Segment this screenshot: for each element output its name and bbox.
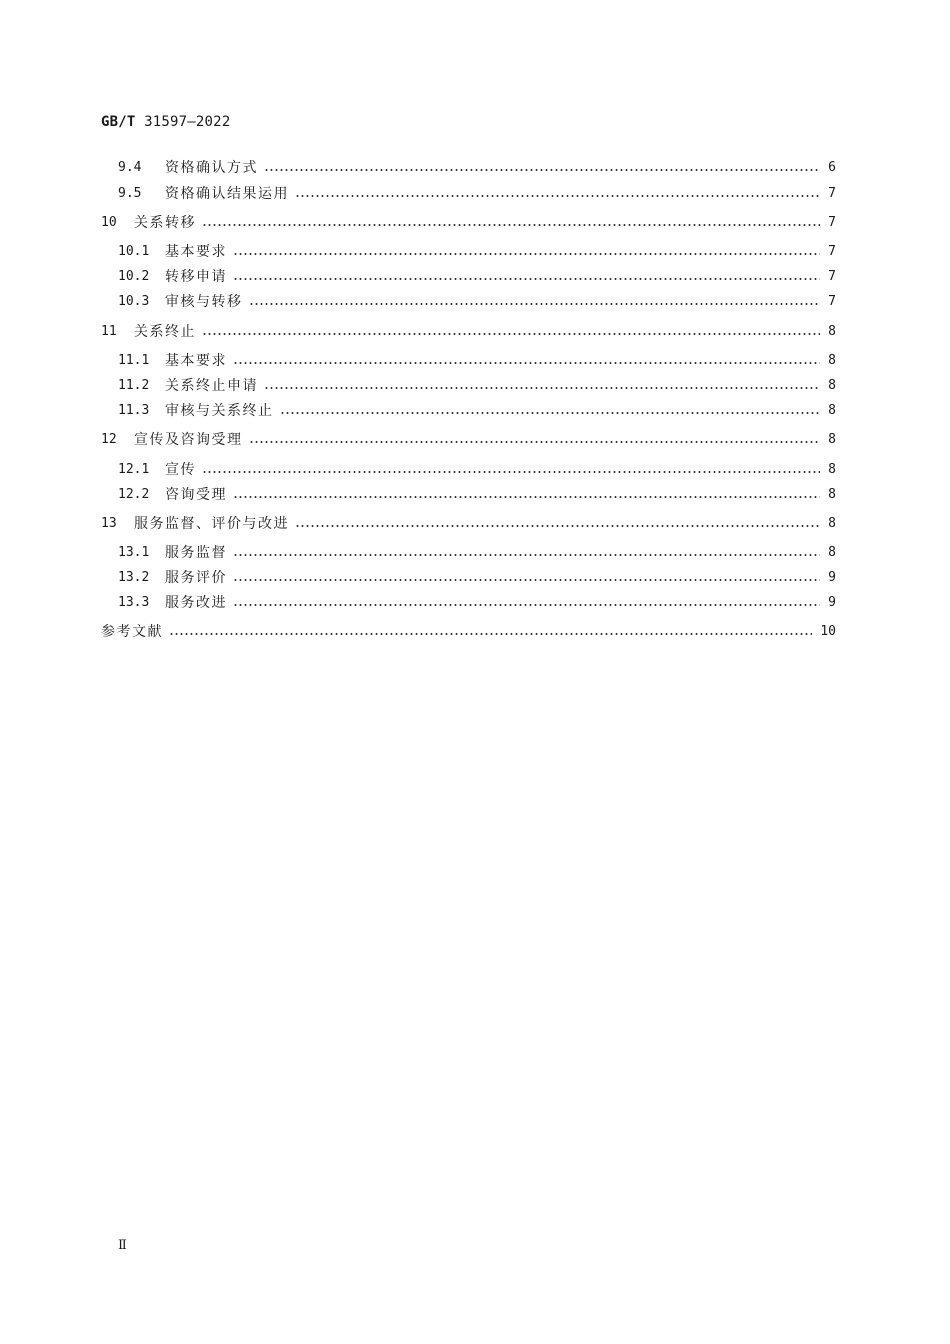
dot-leader <box>233 253 820 255</box>
toc-entry-number: 13.1 <box>118 544 150 560</box>
toc-entry[interactable] <box>101 212 836 232</box>
toc-entry-title: 服务改进 <box>165 595 227 611</box>
toc-entry-number: 13.3 <box>118 594 150 610</box>
toc-entry-title: 宣传 <box>165 462 196 478</box>
page-number: Ⅱ <box>118 1238 127 1253</box>
toc-entry-number: 11.2 <box>118 377 150 393</box>
dot-leader <box>264 169 820 171</box>
toc-entry[interactable] <box>118 183 836 203</box>
standard-prefix: GB/T <box>101 114 136 130</box>
toc-entry-number: 13.2 <box>118 569 150 585</box>
toc-entry-page: 6 <box>828 159 836 175</box>
toc-entry-title: 服务监督 <box>165 545 227 561</box>
toc-entry-number: 12.2 <box>118 486 150 502</box>
toc-entry-page: 8 <box>828 377 836 393</box>
toc-entry-page: 8 <box>828 544 836 560</box>
dot-leader <box>202 471 820 473</box>
toc-entry-title: 服务监督、评价与改进 <box>134 516 289 532</box>
toc-entry-title: 转移申请 <box>165 269 227 285</box>
toc-entry[interactable] <box>118 592 836 612</box>
toc-entry[interactable] <box>101 429 836 449</box>
toc-entry[interactable] <box>101 321 836 341</box>
toc-entry[interactable] <box>118 350 836 370</box>
toc-entry[interactable] <box>118 459 836 479</box>
toc-entry-page: 8 <box>828 402 836 418</box>
dot-leader <box>249 441 821 443</box>
toc-entry-number: 9.5 <box>118 185 142 201</box>
toc-entry-title: 基本要求 <box>165 244 227 260</box>
toc-entry-number: 10.2 <box>118 268 150 284</box>
toc-entry-page: 7 <box>828 214 836 230</box>
toc-entry-title: 关系终止申请 <box>165 378 258 394</box>
toc-entry[interactable] <box>101 621 836 641</box>
toc-entry-number: 10.1 <box>118 243 150 259</box>
toc-entry-page: 10 <box>820 623 836 639</box>
toc-entry[interactable] <box>118 291 836 311</box>
toc-entry-number: 11.1 <box>118 352 150 368</box>
toc-entry-number: 10.3 <box>118 293 150 309</box>
toc-entry-title: 资格确认结果运用 <box>165 186 289 202</box>
toc-entry-page: 9 <box>828 569 836 585</box>
toc-entry[interactable] <box>118 484 836 504</box>
dot-leader <box>233 362 820 364</box>
dot-leader <box>169 633 812 635</box>
toc-entry-page: 7 <box>828 185 836 201</box>
toc-entry[interactable] <box>118 266 836 286</box>
toc-entry-number: 11.3 <box>118 402 150 418</box>
toc-entry-title: 咨询受理 <box>165 487 227 503</box>
toc-entry-number: 9.4 <box>118 159 142 175</box>
toc-entry[interactable] <box>118 157 836 177</box>
toc-entry-title: 宣传及咨询受理 <box>134 432 243 448</box>
dot-leader <box>202 333 820 335</box>
toc-entry-page: 9 <box>828 594 836 610</box>
standard-number: 31597—2022 <box>144 114 231 130</box>
toc-entry-title: 参考文献 <box>101 624 163 640</box>
toc-entry[interactable] <box>118 241 836 261</box>
dot-leader <box>233 579 820 581</box>
toc-entry-title: 审核与转移 <box>165 294 243 310</box>
toc-entry-number: 12.1 <box>118 461 150 477</box>
toc-entry-page: 7 <box>828 268 836 284</box>
dot-leader <box>295 195 820 197</box>
toc-entry-page: 7 <box>828 293 836 309</box>
toc-entry-number: 11 <box>101 323 117 339</box>
toc-entry[interactable] <box>118 542 836 562</box>
toc-entry[interactable] <box>118 567 836 587</box>
toc-entry-page: 8 <box>828 323 836 339</box>
toc-entry-title: 关系终止 <box>134 324 196 340</box>
dot-leader <box>249 303 821 305</box>
toc-entry-number: 10 <box>101 214 117 230</box>
toc-entry[interactable] <box>118 375 836 395</box>
toc-entry-title: 审核与关系终止 <box>165 403 274 419</box>
toc-entry-page: 7 <box>828 243 836 259</box>
toc-entry-title: 资格确认方式 <box>165 160 258 176</box>
toc-entry-title: 服务评价 <box>165 570 227 586</box>
dot-leader <box>264 387 820 389</box>
toc-entry-page: 8 <box>828 431 836 447</box>
toc-entry-page: 8 <box>828 486 836 502</box>
dot-leader <box>233 278 820 280</box>
dot-leader <box>280 412 821 414</box>
dot-leader <box>233 604 820 606</box>
toc-entry-page: 8 <box>828 461 836 477</box>
dot-leader <box>295 525 820 527</box>
toc-entry[interactable] <box>118 400 836 420</box>
toc-entry-title: 基本要求 <box>165 353 227 369</box>
dot-leader <box>233 496 820 498</box>
dot-leader <box>202 224 820 226</box>
toc-entry-number: 12 <box>101 431 117 447</box>
toc-entry-number: 13 <box>101 515 117 531</box>
toc-entry-page: 8 <box>828 352 836 368</box>
dot-leader <box>233 554 820 556</box>
toc-entry[interactable] <box>101 513 836 533</box>
toc-entry-title: 关系转移 <box>134 215 196 231</box>
toc-entry-page: 8 <box>828 515 836 531</box>
